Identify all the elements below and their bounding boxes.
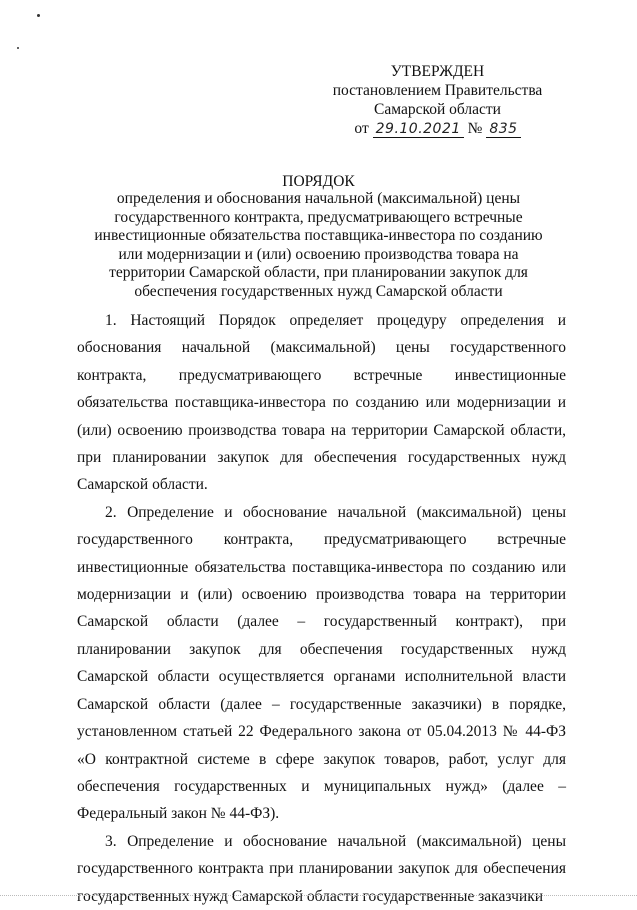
handwritten-date: 29.10.2021 [373,121,464,138]
approval-date-line [330,119,545,138]
paragraph-2: 2. Определение и обоснование начальной (максимальной) цены государственного контракта, предусматривающего встречные инвестиционные обязательства поставщика-инвестора по созданию или модернизации и (или) освоению производства товара на территории Самарской области (далее – государственный контракт), при планировании закупок для обеспечения государственных нужд Самарской области осуществляется органами исполнительной власти Самарской области (далее – государственные заказчики) в порядке, установленном статьей 22 Федерального закона от 05.04.2013 № 44-ФЗ «О контрактной системе в сфере закупок товаров, работ, услуг для обеспечения государственных и муниципальных нужд» (далее – Федеральный закон № 44-ФЗ). [77,503,566,823]
number-prefix: № [467,120,483,137]
approval-region: Самарской области [374,101,501,118]
scan-speck [37,14,40,17]
document-subtitle: определения и обоснования начальной (максимальной) цены государственного контракта, предусматривающего встречные инвестиционные обязательства поставщика-инвестора по созданию или модернизации и (или) освоению производства товара на территории Самарской области, при планировании закупок для обеспечения государственных нужд Самарской области [94,190,543,300]
approval-issuer: постановлением Правительства [332,82,543,99]
document-body [77,307,566,910]
date-prefix: от [354,120,369,137]
approval-block [330,62,545,138]
paragraph-1: 1. Настоящий Порядок определяет процедуру определения и обоснования начальной (максимальной) цены государственного контракта, предусматривающего встречные инвестиционные обязательства поставщика-инвестора по созданию или модернизации и (или) освоению производства товара на территории Самарской области, при планировании закупок для обеспечения государственных нужд Самарской области. [77,312,566,494]
document-title: ПОРЯДОК [282,173,355,190]
approval-heading: УТВЕРЖДЕН [390,63,485,80]
scan-speck [17,47,19,49]
handwritten-number: 835 [486,121,520,138]
paragraph-3: 3. Определение и обоснование начальной (максимальной) цены государственного контракта при планировании закупок для обеспечения государственных нужд Самарской области государственные заказчики [77,832,566,905]
scan-edge [0,895,637,897]
